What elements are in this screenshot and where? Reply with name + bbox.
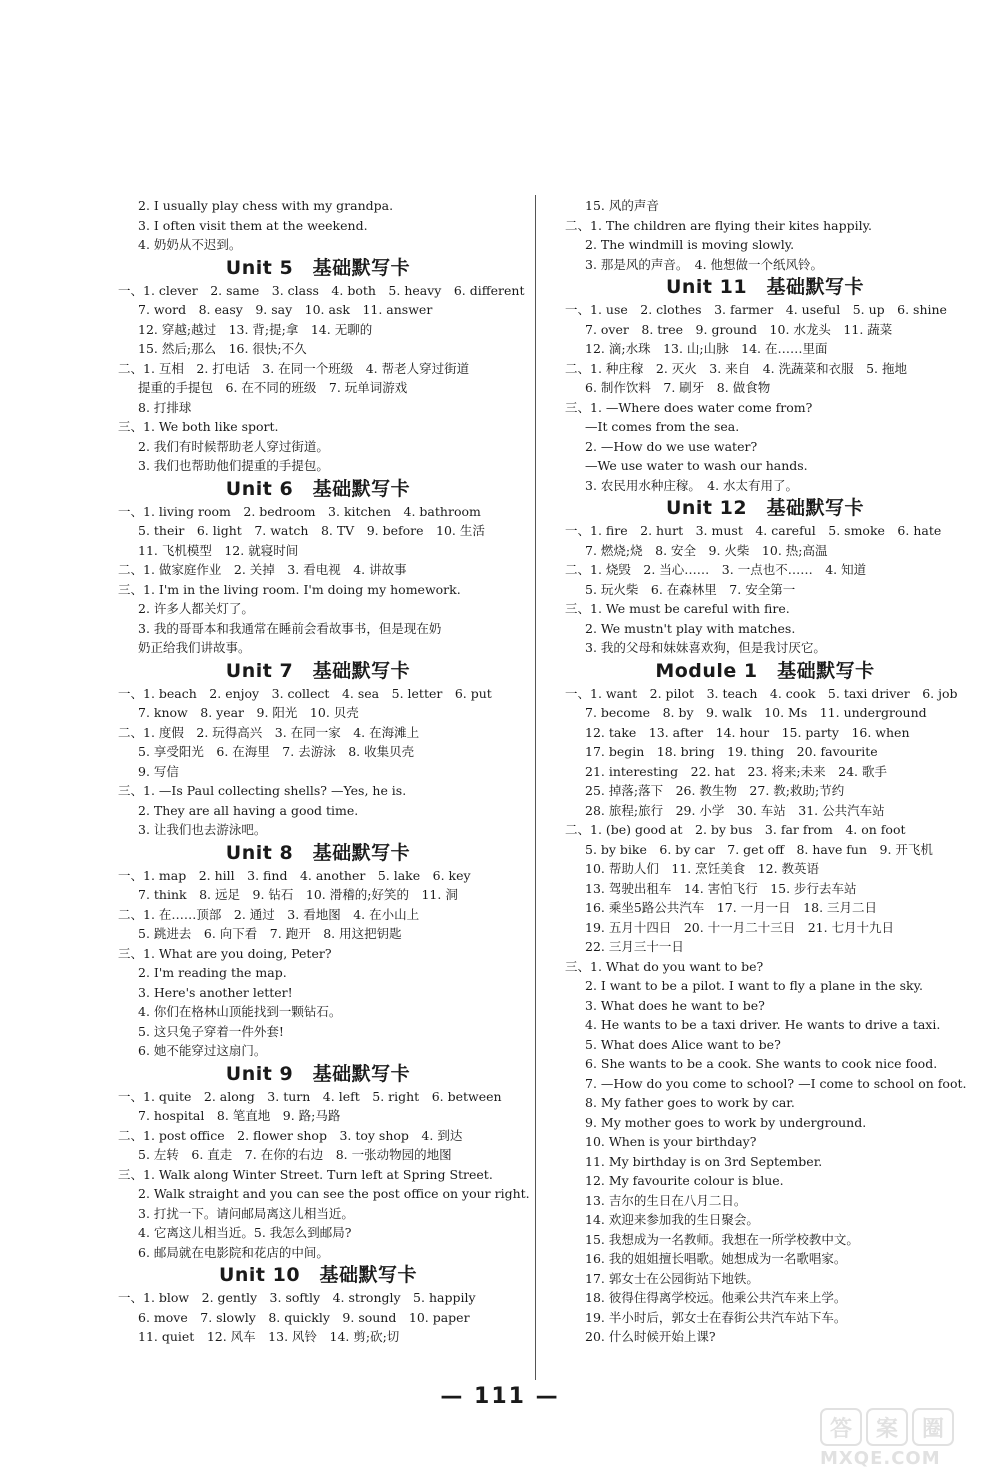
answer-line: 6. move 7. slowly 8. quickly 9. sound 10. paper: [138, 1309, 470, 1325]
answer-line: 三、1. —Where does water come from?: [565, 399, 813, 415]
answer-line: 2. I'm reading the map.: [138, 965, 287, 980]
answer-line: 奶正给我们讲故事。: [138, 640, 251, 655]
answer-line: 17. begin 18. bring 19. thing 20. favourite: [585, 744, 878, 759]
answer-line: 一、1. living room 2. bedroom 3. kitchen 4. bathroom: [118, 503, 481, 519]
answer-line: 2. Walk straight and you can see the post office on your right.: [138, 1186, 530, 1201]
answer-line: 三、1. What do you want to be?: [565, 958, 764, 974]
answer-line: 一、1. fire 2. hurt 3. must 4. careful 5. smoke 6. hate: [565, 523, 942, 538]
answer-line: 13. 吉尔的生日在八月二日。: [585, 1192, 747, 1208]
answer-line: 6. 她不能穿过这扇门。: [138, 1043, 267, 1058]
answer-line: 三、1. Walk along Winter Street. Turn left at Spring Street.: [118, 1166, 493, 1182]
section-heading: Unit 6 基础默写卡: [225, 477, 411, 500]
answer-line: 7. know 8. year 9. 阳光 10. 贝壳: [138, 705, 359, 720]
answer-line: 3. What does he want to be?: [585, 997, 765, 1013]
answer-line: 6. 制作饮料 7. 刷牙 8. 做食物: [585, 380, 771, 395]
answer-line: 19. 半小时后，郭女士在春街公共汽车站下车。: [585, 1309, 847, 1325]
answer-line: 9. 写信: [138, 763, 179, 779]
answer-line: 提重的手提包 6. 在不同的班级 7. 玩单词游戏: [138, 380, 408, 395]
section-heading: Unit 9 基础默写卡: [225, 1062, 411, 1085]
answer-line: 25. 掉落;落下 26. 教生物 27. 教;救助;节约: [585, 783, 845, 798]
answer-line: 20. 什么时候开始上课?: [585, 1329, 716, 1344]
answer-line: 7. —How do you come to school? —I come to school on foot.: [585, 1075, 967, 1091]
answer-line: 三、1. We must be careful with fire.: [565, 601, 790, 616]
answer-line: 4. 它离这儿相当近。5. 我怎么到邮局?: [138, 1225, 352, 1240]
answer-line: 2. They are all having a good time.: [138, 802, 359, 818]
answer-line: 5. 左转 6. 直走 7. 在你的右边 8. 一张动物园的地图: [138, 1147, 452, 1162]
answer-line: 3. 我们也帮助他们提重的手提包。: [138, 458, 329, 473]
answer-line: 9. My mother goes to work by underground.: [585, 1114, 867, 1130]
watermark-logo-char: 答: [820, 1408, 862, 1446]
answer-line: 5. by bike 6. by car 7. get off 8. have fun 9. 开飞机: [585, 841, 933, 857]
answer-line: 16. 乘坐5路公共汽车 17. 一月一日 18. 三月二日: [585, 900, 878, 915]
answer-line: 5. 这只兔子穿着一件外套!: [138, 1023, 284, 1039]
answer-line: —We use water to wash our hands.: [585, 458, 808, 473]
answer-line: 二、1. 度假 2. 玩得高兴 3. 在同一家 4. 在海滩上: [118, 724, 420, 740]
watermark-logo-char: 案: [866, 1408, 908, 1446]
watermark: [820, 1408, 990, 1469]
answer-line: 16. 我的姐姐擅长唱歌。她想成为一名歌唱家。: [585, 1251, 847, 1266]
section-heading: Unit 12 基础默写卡: [665, 497, 865, 519]
answer-line: 二、1. 种庄稼 2. 灭火 3. 来自 4. 洗蔬菜和衣服 5. 拖地: [565, 360, 907, 376]
answer-line: 12. take 13. after 14. hour 15. party 16. when: [585, 724, 910, 740]
answer-line: 2. I want to be a pilot. I want to fly a plane in the sky.: [585, 978, 923, 993]
answer-line: 二、1. (be) good at 2. by bus 3. far from 4. on foot: [565, 822, 906, 837]
answer-line: 10. When is your birthday?: [585, 1134, 757, 1149]
answer-line: 7. 燃烧;烧 8. 安全 9. 火柴 10. 热;高温: [585, 542, 828, 558]
answer-line: 15. 然后;那么 16. 很快;不久: [138, 341, 307, 356]
answer-line: 5. their 6. light 7. watch 8. TV 9. before 10. 生活: [138, 523, 485, 538]
answer-line: 2. —How do we use water?: [585, 438, 758, 454]
answer-line: 3. 我的哥哥本和我通常在睡前会看故事书，但是现在奶: [138, 620, 442, 636]
answer-line: 三、1. —Is Paul collecting shells? —Yes, he is.: [118, 783, 407, 798]
answer-line: 10. 帮助人们 11. 烹饪美食 12. 教英语: [585, 861, 820, 876]
answer-line: 2. I usually play chess with my grandpa.: [138, 198, 394, 213]
right-column: [565, 196, 965, 1347]
answer-line: 5. What does Alice want to be?: [585, 1036, 781, 1052]
answer-line: 5. 跳进去 6. 向下看 7. 跑开 8. 用这把钥匙: [138, 926, 402, 941]
answer-line: 11. 飞机模型 12. 就寝时间: [138, 542, 299, 558]
answer-line: 15. 风的声音: [585, 198, 659, 213]
answer-line: 3. Here's another letter!: [138, 984, 293, 1000]
answer-line: 3. 打扰一下。请问邮局离这儿相当近。: [138, 1205, 354, 1221]
answer-line: 二、1. 做家庭作业 2. 关掉 3. 看电视 4. 讲故事: [118, 562, 407, 577]
section-heading: Unit 10 基础默写卡: [218, 1264, 418, 1286]
answer-line: 一、1. map 2. hill 3. find 4. another 5. lake 6. key: [118, 867, 471, 883]
answer-line: 22. 三月三十一日: [585, 939, 684, 954]
answer-line: 二、1. The children are flying their kites happily.: [565, 217, 873, 233]
answer-line: 13. 驾驶出租车 14. 害怕飞行 15. 步行去车站: [585, 880, 857, 896]
answer-line: 7. become 8. by 9. walk 10. Ms 11. underground: [585, 705, 927, 720]
answer-line: 一、1. blow 2. gently 3. softly 4. strongly 5. happily: [118, 1290, 476, 1305]
section-heading: Unit 5 基础默写卡: [225, 256, 411, 279]
answer-line: 7. hospital 8. 笔直地 9. 路;马路: [138, 1108, 341, 1123]
answer-line: 3. 农民用水种庄稼。 4. 水太有用了。: [585, 477, 799, 493]
answer-line: 8. My father goes to work by car.: [585, 1095, 795, 1110]
section-heading: Unit 8 基础默写卡: [225, 841, 411, 864]
answer-line: 11. quiet 12. 风车 13. 风铃 14. 剪;砍;切: [138, 1329, 400, 1344]
answer-line: 一、1. beach 2. enjoy 3. collect 4. sea 5. letter 6. put: [118, 685, 492, 701]
answer-line: 二、1. 互相 2. 打电话 3. 在同一个班级 4. 帮老人穿过街道: [118, 360, 470, 376]
answer-line: 8. 打排球: [138, 399, 192, 415]
watermark-logo-char: 圈: [912, 1408, 954, 1446]
answer-line: 7. word 8. easy 9. say 10. ask 11. answer: [138, 302, 433, 317]
answer-line: 2. 我们有时候帮助老人穿过街道。: [138, 438, 329, 454]
section-heading: Unit 11 基础默写卡: [665, 276, 865, 298]
answer-line: 17. 郭女士在公园街站下地铁。: [585, 1270, 759, 1286]
answer-line: 12. 滴;水珠 13. 山;山脉 14. 在……里面: [585, 341, 828, 356]
answer-line: 28. 旅程;旅行 29. 小学 30. 车站 31. 公共汽车站: [585, 802, 885, 818]
answer-line: 15. 我想成为一名教师。我想在一所学校教中文。: [585, 1231, 859, 1247]
answer-line: 3. 让我们也去游泳吧。: [138, 822, 267, 837]
page-number: — 111 —: [440, 1384, 560, 1409]
section-heading: Unit 7 基础默写卡: [225, 659, 411, 682]
left-column: [118, 196, 530, 1347]
answer-line: 21. interesting 22. hat 23. 将来;未来 24. 歌手: [585, 763, 887, 779]
answer-line: 3. 那是风的声音。 4. 他想做一个纸风铃。: [585, 256, 824, 272]
answer-line: 一、1. quite 2. along 3. turn 4. left 5. right 6. between: [118, 1088, 502, 1104]
answer-line: 4. He wants to be a taxi driver. He wants to drive a taxi.: [585, 1017, 941, 1032]
answer-line: 11. My birthday is on 3rd September.: [585, 1153, 823, 1169]
section-heading: Module 1 基础默写卡: [655, 659, 875, 682]
answer-line: 2. The windmill is moving slowly.: [585, 237, 795, 252]
answer-line: 2. We mustn't play with matches.: [585, 620, 796, 636]
answer-line: 一、1. clever 2. same 3. class 4. both 5. heavy 6. different: [118, 282, 525, 298]
answer-line: 一、1. use 2. clothes 3. farmer 4. useful 5. up 6. shine: [565, 302, 947, 317]
answer-line: 12. 穿越;越过 13. 背;提;拿 14. 无聊的: [138, 321, 373, 337]
answer-line: 3. 我的父母和妹妹喜欢狗，但是我讨厌它。: [585, 640, 826, 655]
answer-line: 一、1. want 2. pilot 3. teach 4. cook 5. taxi driver 6. job: [565, 685, 958, 701]
answer-line: 三、1. I'm in the living room. I'm doing my homework.: [118, 581, 461, 597]
answer-line: 二、1. 在……顶部 2. 通过 3. 看地图 4. 在小山上: [118, 906, 420, 922]
answer-line: 4. 奶奶从不迟到。: [138, 237, 242, 252]
answer-line: 二、1. 烧毁 2. 当心…… 3. 一点也不…… 4. 知道: [565, 562, 867, 577]
answer-line: 18. 彼得住得离学校远。他乘公共汽车来上学。: [585, 1290, 847, 1305]
answer-line: 6. She wants to be a cook. She wants to cook nice food.: [585, 1056, 938, 1071]
answer-line: 4. 你们在格林山顶能找到一颗钻石。: [138, 1004, 342, 1019]
answer-line: 12. My favourite colour is blue.: [585, 1173, 784, 1188]
answer-line: 7. over 8. tree 9. ground 10. 水龙头 11. 蔬菜: [585, 321, 893, 337]
answer-line: 二、1. post office 2. flower shop 3. toy shop 4. 到达: [118, 1127, 463, 1143]
watermark-logo: [820, 1408, 990, 1446]
answer-line: —It comes from the sea.: [585, 419, 740, 434]
answer-line: 6. 邮局就在电影院和花店的中间。: [138, 1244, 329, 1260]
answer-line: 3. I often visit them at the weekend.: [138, 217, 368, 233]
column-divider: [535, 195, 536, 1380]
answer-line: 5. 享受阳光 6. 在海里 7. 去游泳 8. 收集贝壳: [138, 744, 415, 759]
watermark-site: MXQE.COM: [820, 1448, 941, 1469]
answer-line: 19. 五月十四日 20. 十一月二十三日 21. 七月十九日: [585, 919, 895, 935]
answer-line: 三、1. We both like sport.: [118, 419, 279, 434]
answer-line: 三、1. What are you doing, Peter?: [118, 945, 332, 961]
answer-line: 5. 玩火柴 6. 在森林里 7. 安全第一: [585, 581, 796, 597]
answer-line: 14. 欢迎来参加我的生日聚会。: [585, 1212, 759, 1227]
answer-line: 7. think 8. 远足 9. 钻石 10. 滑稽的;好笑的 11. 洞: [138, 887, 458, 902]
answer-line: 2. 许多人都关灯了。: [138, 601, 254, 616]
